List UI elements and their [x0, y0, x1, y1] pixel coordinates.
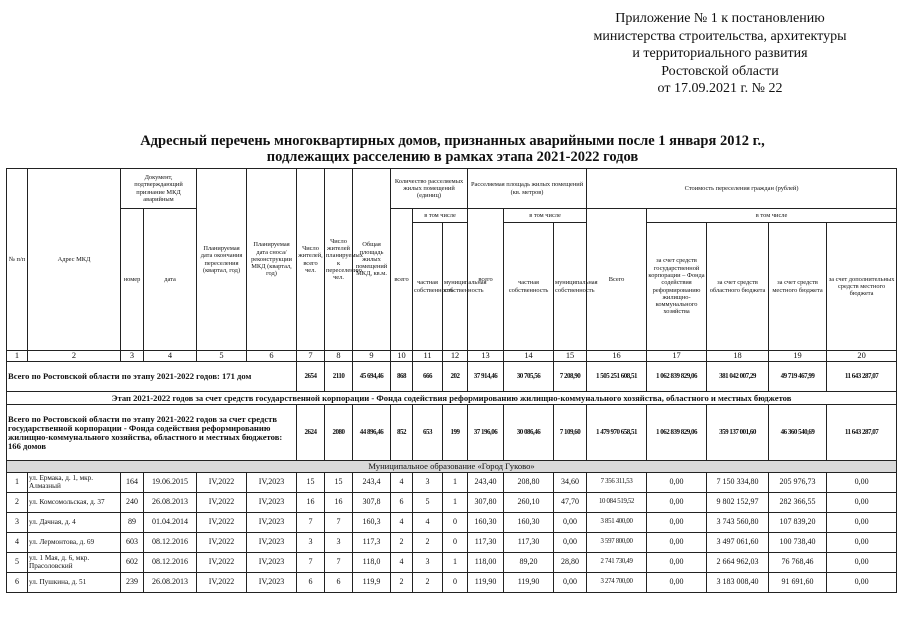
document-title	[100, 133, 805, 165]
cell-resp: 16	[325, 493, 353, 513]
title-line-1: Адресный перечень многоквартирных домов, признанных аварийными после 1 января 2012 г.,	[140, 133, 765, 149]
column-number: 5	[197, 351, 247, 362]
header-rooms-total: всего	[391, 209, 413, 351]
cell-cf: 0,00	[647, 533, 707, 553]
cell-end: IV,2022	[197, 573, 247, 593]
cell-date: 08.12.2016	[144, 533, 197, 553]
total-region-label: Всего по Ростовской области по этапу 2021-2022 годов: 171 дом	[7, 362, 297, 392]
cell-n: 6	[7, 573, 28, 593]
header-rooms-private: частная собственность	[413, 223, 443, 351]
cell-at: 117,30	[468, 533, 504, 553]
title-line-2: подлежащих расселению в рамках этапа 2021-2022 годов	[266, 149, 639, 165]
header-num: № п/п	[7, 169, 28, 351]
cell-ce: 0,00	[827, 493, 897, 513]
total-value: 30 086,46	[504, 405, 554, 461]
cell-cl: 205 976,73	[769, 473, 827, 493]
total-value: 1 479 970 658,51	[587, 405, 647, 461]
houses-table	[6, 168, 897, 593]
cell-rt: 2	[391, 533, 413, 553]
appendix-line: Ростовской области	[661, 63, 779, 79]
table-row	[7, 493, 897, 513]
cell-end: IV,2022	[197, 553, 247, 573]
cell-n: 4	[7, 533, 28, 553]
cell-am: 0,00	[554, 533, 587, 553]
cell-ce: 0,00	[827, 513, 897, 533]
table-row	[7, 553, 897, 573]
cell-am: 0,00	[554, 573, 587, 593]
cell-dem: IV,2023	[247, 553, 297, 573]
cell-at: 160,30	[468, 513, 504, 533]
cell-dem: IV,2023	[247, 493, 297, 513]
cell-am: 0,00	[554, 513, 587, 533]
column-number: 14	[504, 351, 554, 362]
cell-n: 5	[7, 553, 28, 573]
cell-n: 2	[7, 493, 28, 513]
cell-cl: 107 839,20	[769, 513, 827, 533]
total-value: 359 137 001,60	[707, 405, 769, 461]
total-value: 45 694,46	[353, 362, 391, 392]
cell-area: 307,8	[353, 493, 391, 513]
cell-res: 7	[297, 513, 325, 533]
total-stage-row	[7, 405, 897, 461]
cell-date: 01.04.2014	[144, 513, 197, 533]
cell-addr: ул. Комсомольская, д. 37	[28, 493, 121, 513]
header-rooms-group: Количество расселяемых жилых помещений (единиц)	[391, 169, 468, 209]
cell-ap: 117,30	[504, 533, 554, 553]
cell-rp: 2	[413, 573, 443, 593]
cell-dem: IV,2023	[247, 533, 297, 553]
cell-cl: 76 768,46	[769, 553, 827, 573]
cell-ct: 3 274 700,00	[587, 573, 647, 593]
column-number: 3	[121, 351, 144, 362]
cell-cf: 0,00	[647, 513, 707, 533]
header-cost-incl: в том числе	[647, 209, 897, 223]
cell-am: 28,80	[554, 553, 587, 573]
header-residents-planned: Число жителей планируемых к переселению, чел.	[325, 169, 353, 351]
cell-cf: 0,00	[647, 573, 707, 593]
total-value: 1 062 839 829,06	[647, 405, 707, 461]
header-planned-demolish: Планируемая дата сноса/реконструкции МКД (квартал, год)	[247, 169, 297, 351]
cell-rt: 6	[391, 493, 413, 513]
total-value: 1 062 839 829,06	[647, 362, 707, 392]
table-row	[7, 533, 897, 553]
cell-date: 19.06.2015	[144, 473, 197, 493]
cell-num: 602	[121, 553, 144, 573]
total-value: 11 643 287,07	[827, 405, 897, 461]
total-value: 653	[413, 405, 443, 461]
cell-rt: 2	[391, 573, 413, 593]
total-value: 868	[391, 362, 413, 392]
total-value: 37 914,46	[468, 362, 504, 392]
cell-resp: 6	[325, 573, 353, 593]
cell-ap: 89,20	[504, 553, 554, 573]
cell-am: 47,70	[554, 493, 587, 513]
column-number: 7	[297, 351, 325, 362]
cell-n: 1	[7, 473, 28, 493]
table-row	[7, 473, 897, 493]
cell-rp: 3	[413, 473, 443, 493]
cell-date: 26.08.2013	[144, 573, 197, 593]
cell-end: IV,2022	[197, 493, 247, 513]
cell-dem: IV,2023	[247, 513, 297, 533]
cell-res: 16	[297, 493, 325, 513]
cell-res: 6	[297, 573, 325, 593]
column-number: 4	[144, 351, 197, 362]
cell-ct: 3 851 400,00	[587, 513, 647, 533]
total-value: 46 360 540,69	[769, 405, 827, 461]
cell-addr: ул. Ермака, д. 1, мкр. Алмазный	[28, 473, 121, 493]
cell-cr: 3 497 061,60	[707, 533, 769, 553]
cell-resp: 3	[325, 533, 353, 553]
cell-ap: 208,80	[504, 473, 554, 493]
header-area-incl: в том числе	[504, 209, 587, 223]
appendix-line: Приложение № 1 к постановлению	[615, 11, 825, 26]
column-number: 10	[391, 351, 413, 362]
total-value: 1 505 251 608,51	[587, 362, 647, 392]
total-value: 7 109,60	[554, 405, 587, 461]
cell-ct: 3 597 800,00	[587, 533, 647, 553]
cell-at: 119,90	[468, 573, 504, 593]
cell-at: 118,00	[468, 553, 504, 573]
column-number: 18	[707, 351, 769, 362]
header-doc-group: Документ, подтверждающий признание МКД аварийным	[121, 169, 197, 209]
cell-resp: 7	[325, 553, 353, 573]
cell-rp: 2	[413, 533, 443, 553]
appendix-line: министерства строительства, архитектуры	[593, 28, 847, 44]
header-cost-fund: за счет средств государственной корпорации – Фонда содействия реформированию жилищно-коммунального хозяйства	[647, 223, 707, 351]
total-value: 49 719 467,99	[769, 362, 827, 392]
cell-area: 117,3	[353, 533, 391, 553]
cell-cl: 282 366,55	[769, 493, 827, 513]
cell-rm: 0	[443, 513, 468, 533]
cell-area: 243,4	[353, 473, 391, 493]
header-area-total: всего	[468, 209, 504, 351]
total-value: 7 208,90	[554, 362, 587, 392]
cell-rt: 4	[391, 473, 413, 493]
total-value: 202	[443, 362, 468, 392]
column-numbers-row	[7, 351, 897, 362]
cell-dem: IV,2023	[247, 473, 297, 493]
header-cost-total: Всего	[587, 209, 647, 351]
total-value: 381 042 007,29	[707, 362, 769, 392]
total-value: 666	[413, 362, 443, 392]
cell-ce: 0,00	[827, 473, 897, 493]
cell-ct: 2 741 730,49	[587, 553, 647, 573]
header-area-private: частная собственность	[504, 223, 554, 351]
cell-ce: 0,00	[827, 533, 897, 553]
total-value: 2654	[297, 362, 325, 392]
header-planned-end: Планируемая дата окончания переселения (квартал, год)	[197, 169, 247, 351]
total-value: 11 643 287,07	[827, 362, 897, 392]
column-number: 16	[587, 351, 647, 362]
header-cost-local: за счет средств местного бюджета	[769, 223, 827, 351]
header-doc-date: дата	[144, 209, 197, 351]
cell-cr: 3 743 560,80	[707, 513, 769, 533]
header-address: Адрес МКД	[28, 169, 121, 351]
cell-num: 240	[121, 493, 144, 513]
total-value: 30 705,56	[504, 362, 554, 392]
column-number: 6	[247, 351, 297, 362]
stage-label: Этап 2021-2022 годов за счет средств государственной корпорации - Фонда содействия реформированию жилищно-коммунального хозяйства, областного и местных бюджетов	[7, 392, 897, 405]
cell-res: 7	[297, 553, 325, 573]
cell-end: IV,2022	[197, 533, 247, 553]
cell-at: 243,40	[468, 473, 504, 493]
column-number: 15	[554, 351, 587, 362]
column-number: 13	[468, 351, 504, 362]
cell-addr: ул. 1 Мая, д. 6, мкр. Прасоловский	[28, 553, 121, 573]
header-rooms-incl: в том числе	[413, 209, 468, 223]
appendix-line: и территориального развития	[632, 46, 808, 61]
cell-rt: 4	[391, 513, 413, 533]
column-number: 19	[769, 351, 827, 362]
municipality-label: Муниципальное образование «Город Гуково»	[7, 461, 897, 473]
cell-ap: 160,30	[504, 513, 554, 533]
cell-resp: 7	[325, 513, 353, 533]
cell-cl: 91 691,60	[769, 573, 827, 593]
cell-area: 118,0	[353, 553, 391, 573]
cell-cr: 2 664 962,03	[707, 553, 769, 573]
appendix-block	[555, 10, 885, 98]
column-number: 20	[827, 351, 897, 362]
cell-rm: 0	[443, 533, 468, 553]
column-number: 1	[7, 351, 28, 362]
cell-addr: ул. Лермонтова, д. 69	[28, 533, 121, 553]
cell-end: IV,2022	[197, 513, 247, 533]
header-doc-number: номер	[121, 209, 144, 351]
cell-ap: 260,10	[504, 493, 554, 513]
cell-ct: 10 084 519,52	[587, 493, 647, 513]
column-number: 9	[353, 351, 391, 362]
cell-num: 89	[121, 513, 144, 533]
header-cost-extra: за счет дополнительных средств местного бюджета	[827, 223, 897, 351]
cell-num: 603	[121, 533, 144, 553]
header-cost-group: Стоимость переселения граждан (рублей)	[587, 169, 897, 209]
cell-addr: ул. Пушкина, д. 51	[28, 573, 121, 593]
cell-resp: 15	[325, 473, 353, 493]
cell-am: 34,60	[554, 473, 587, 493]
cell-ct: 7 356 311,53	[587, 473, 647, 493]
appendix-line: от 17.09.2021 г. № 22	[657, 81, 783, 96]
cell-rm: 1	[443, 493, 468, 513]
total-region-row	[7, 362, 897, 392]
total-value: 2624	[297, 405, 325, 461]
cell-rm: 0	[443, 573, 468, 593]
total-value: 2110	[325, 362, 353, 392]
column-number: 2	[28, 351, 121, 362]
cell-cf: 0,00	[647, 473, 707, 493]
cell-ce: 0,00	[827, 553, 897, 573]
municipality-row	[7, 461, 897, 473]
total-value: 37 196,06	[468, 405, 504, 461]
table-row	[7, 573, 897, 593]
cell-rp: 5	[413, 493, 443, 513]
cell-ce: 0,00	[827, 573, 897, 593]
total-stage-label: Всего по Ростовской области по этапу 2021-2022 годов за счет средств государственной корпорации - Фонда содействия реформированию жилищно-коммунального хозяйства, областного и местных бюджетов: 166 домов	[7, 405, 297, 461]
total-value: 199	[443, 405, 468, 461]
cell-area: 119,9	[353, 573, 391, 593]
cell-date: 26.08.2013	[144, 493, 197, 513]
total-value: 852	[391, 405, 413, 461]
cell-cr: 9 802 152,97	[707, 493, 769, 513]
column-number: 12	[443, 351, 468, 362]
header-residents: Число жителей, всего чел.	[297, 169, 325, 351]
cell-rm: 1	[443, 553, 468, 573]
cell-rp: 4	[413, 513, 443, 533]
cell-rt: 4	[391, 553, 413, 573]
cell-num: 239	[121, 573, 144, 593]
cell-n: 3	[7, 513, 28, 533]
cell-rp: 3	[413, 553, 443, 573]
cell-res: 3	[297, 533, 325, 553]
column-number: 11	[413, 351, 443, 362]
total-value: 44 896,46	[353, 405, 391, 461]
cell-date: 08.12.2016	[144, 553, 197, 573]
cell-dem: IV,2023	[247, 573, 297, 593]
header-area-group: Расселяемая площадь жилых помещений (кв. метров)	[468, 169, 587, 209]
cell-cf: 0,00	[647, 493, 707, 513]
header-rooms-muni: муниципальная собственность	[443, 223, 468, 351]
cell-cf: 0,00	[647, 553, 707, 573]
stage-row	[7, 392, 897, 405]
cell-ap: 119,90	[504, 573, 554, 593]
cell-cl: 100 738,40	[769, 533, 827, 553]
total-value: 2080	[325, 405, 353, 461]
header-cost-region: за счет средств областного бюджета	[707, 223, 769, 351]
cell-cr: 3 183 008,40	[707, 573, 769, 593]
cell-addr: ул. Дачная, д. 4	[28, 513, 121, 533]
cell-rm: 1	[443, 473, 468, 493]
column-number: 8	[325, 351, 353, 362]
cell-at: 307,80	[468, 493, 504, 513]
cell-cr: 7 150 334,80	[707, 473, 769, 493]
column-number: 17	[647, 351, 707, 362]
cell-num: 164	[121, 473, 144, 493]
cell-area: 160,3	[353, 513, 391, 533]
header-total-area: Общая площадь жилых помещений МКД, кв.м.	[353, 169, 391, 351]
cell-res: 15	[297, 473, 325, 493]
table-row	[7, 513, 897, 533]
header-area-muni: муниципальная собственность	[554, 223, 587, 351]
cell-end: IV,2022	[197, 473, 247, 493]
